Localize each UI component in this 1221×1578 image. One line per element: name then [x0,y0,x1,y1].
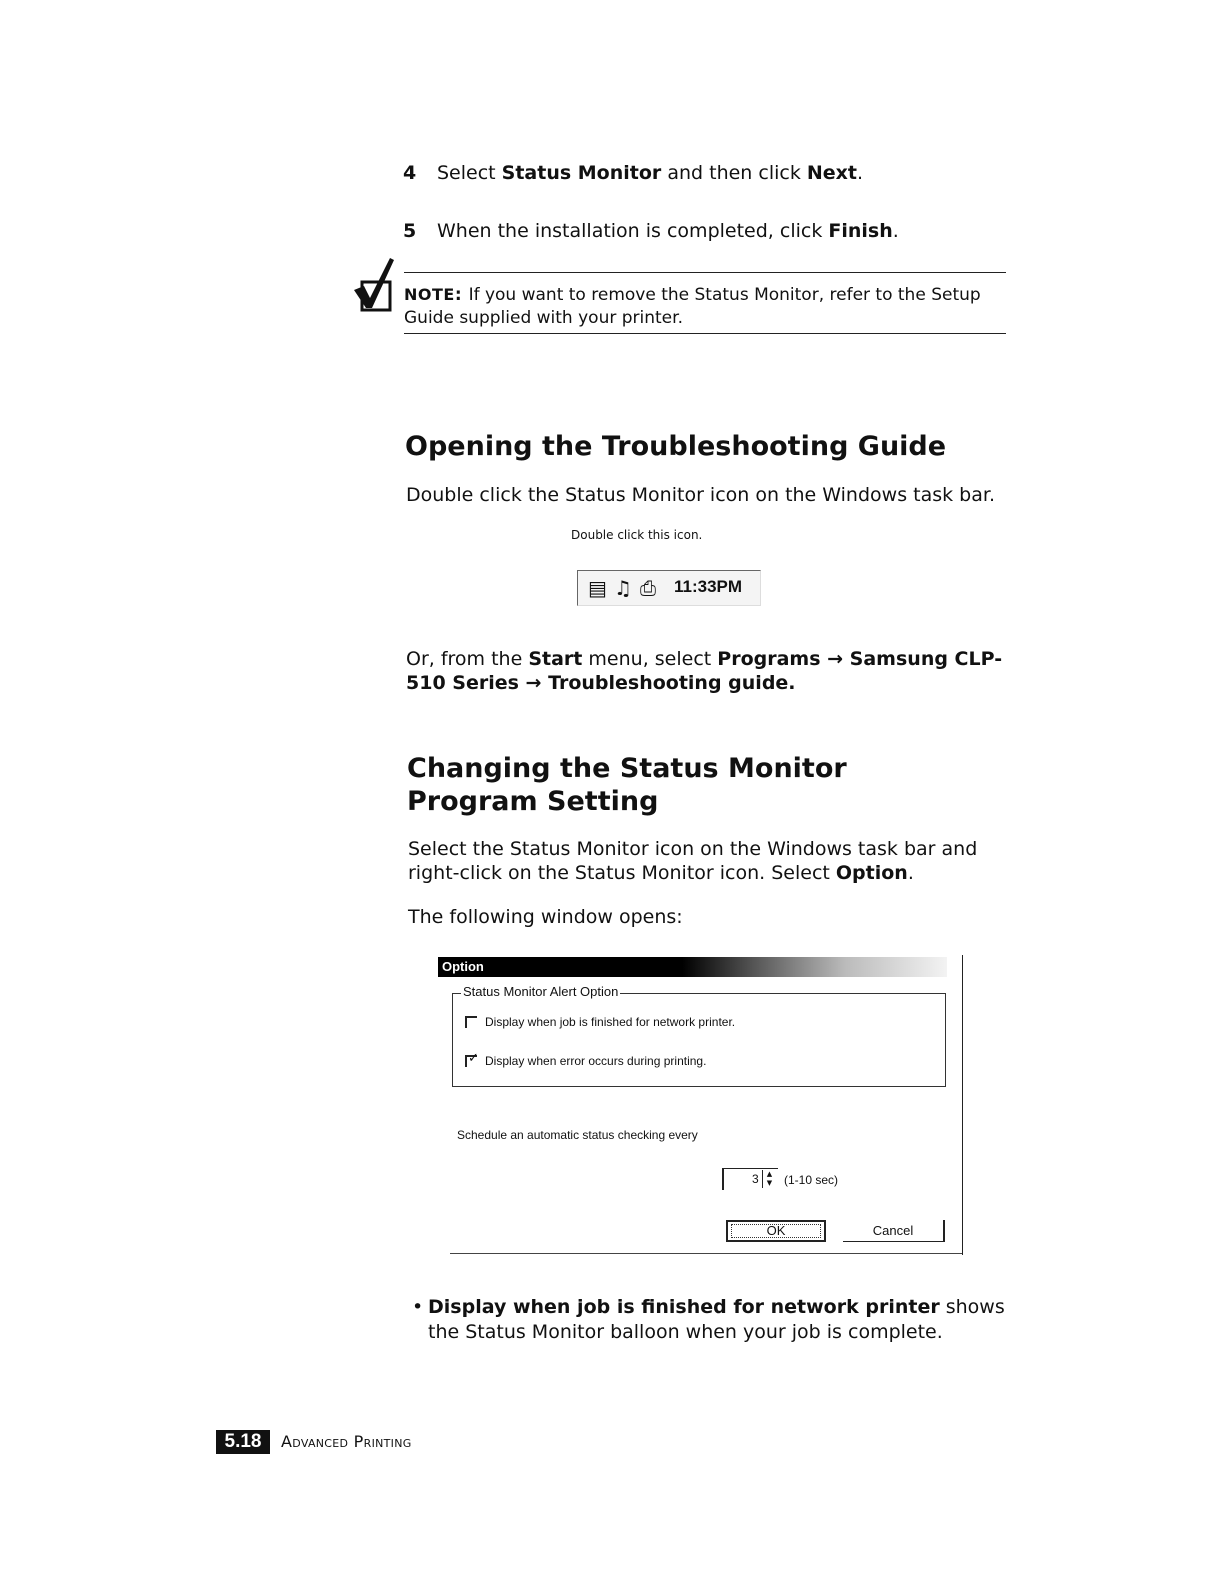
network-job-checkbox[interactable] [465,1016,477,1028]
speaker-icon: ♫ [614,576,632,600]
note-box [350,250,1010,342]
network-job-label[interactable]: Display when job is finished for network printer. [485,1015,736,1029]
dialog-bottom-edge [450,1253,962,1254]
taskbar-tray [577,570,761,606]
dialog-right-edge [962,955,963,1255]
interval-spinner[interactable] [722,1168,778,1190]
step-number: 4 [403,162,417,184]
note-text: NOTE: If you want to remove the Status Monitor, refer to the Setup Guide supplied with your printer. [404,285,981,328]
note-bottom-rule [404,333,1006,334]
window-intro: The following window opens: [408,906,683,928]
cancel-button[interactable]: Cancel [843,1220,945,1242]
error-checkbox[interactable] [465,1051,479,1067]
printer-icon: ⎙ [640,576,656,600]
ok-button[interactable]: OK [726,1220,826,1242]
taskbar-clock: 11:33PM [674,577,743,596]
spinner-arrows-icon[interactable]: ▲ ▼ [762,1170,776,1188]
page-number-badge: 5.18 [216,1430,270,1454]
section-title-troubleshooting: Opening the Troubleshooting Guide [405,431,947,462]
step-text: Select Status Monitor and then click Next. [437,162,864,184]
bullet-dot: • [412,1296,424,1318]
bullet-text: Display when job is finished for network printer shows the Status Monitor balloon when your job is complete. [428,1296,1005,1343]
step-5 [403,219,1023,245]
schedule-label: Schedule an automatic status checking every [457,1128,698,1142]
step-text: When the installation is completed, click Finish. [437,220,899,242]
status-monitor-icon[interactable]: ▤ [588,576,607,600]
checkmark-icon [350,250,400,316]
interval-range: (1-10 sec) [784,1173,839,1187]
interval-value[interactable]: 3 [752,1172,759,1186]
option-dialog [438,955,964,1255]
dialog-title-bar[interactable]: Option [438,957,947,977]
section1-paragraph: Double click the Status Monitor icon on the Windows task bar. [406,484,995,506]
start-menu-instruction: Or, from the Start menu, select Programs → Samsung CLP-510 Series → Troubleshooting guide. [406,648,1003,694]
group-label: Status Monitor Alert Option [463,984,619,999]
checkmark-icon: ✓ [468,1051,479,1066]
note-label: NOTE [404,285,455,304]
section2-paragraph: Select the Status Monitor icon on the Windows task bar and right-click on the Status Monitor icon. Select Option. [408,838,978,884]
note-top-rule [404,272,1006,273]
taskbar-caption: Double click this icon. [571,528,703,542]
chapter-title: Advanced Printing [281,1432,412,1451]
step-4 [403,161,1023,187]
alert-option-group [452,984,946,1087]
step-number: 5 [403,220,417,242]
error-label[interactable]: Display when error occurs during printing. [485,1054,707,1068]
section-title-status-monitor-setting: Changing the Status Monitor Program Setting [407,753,847,817]
